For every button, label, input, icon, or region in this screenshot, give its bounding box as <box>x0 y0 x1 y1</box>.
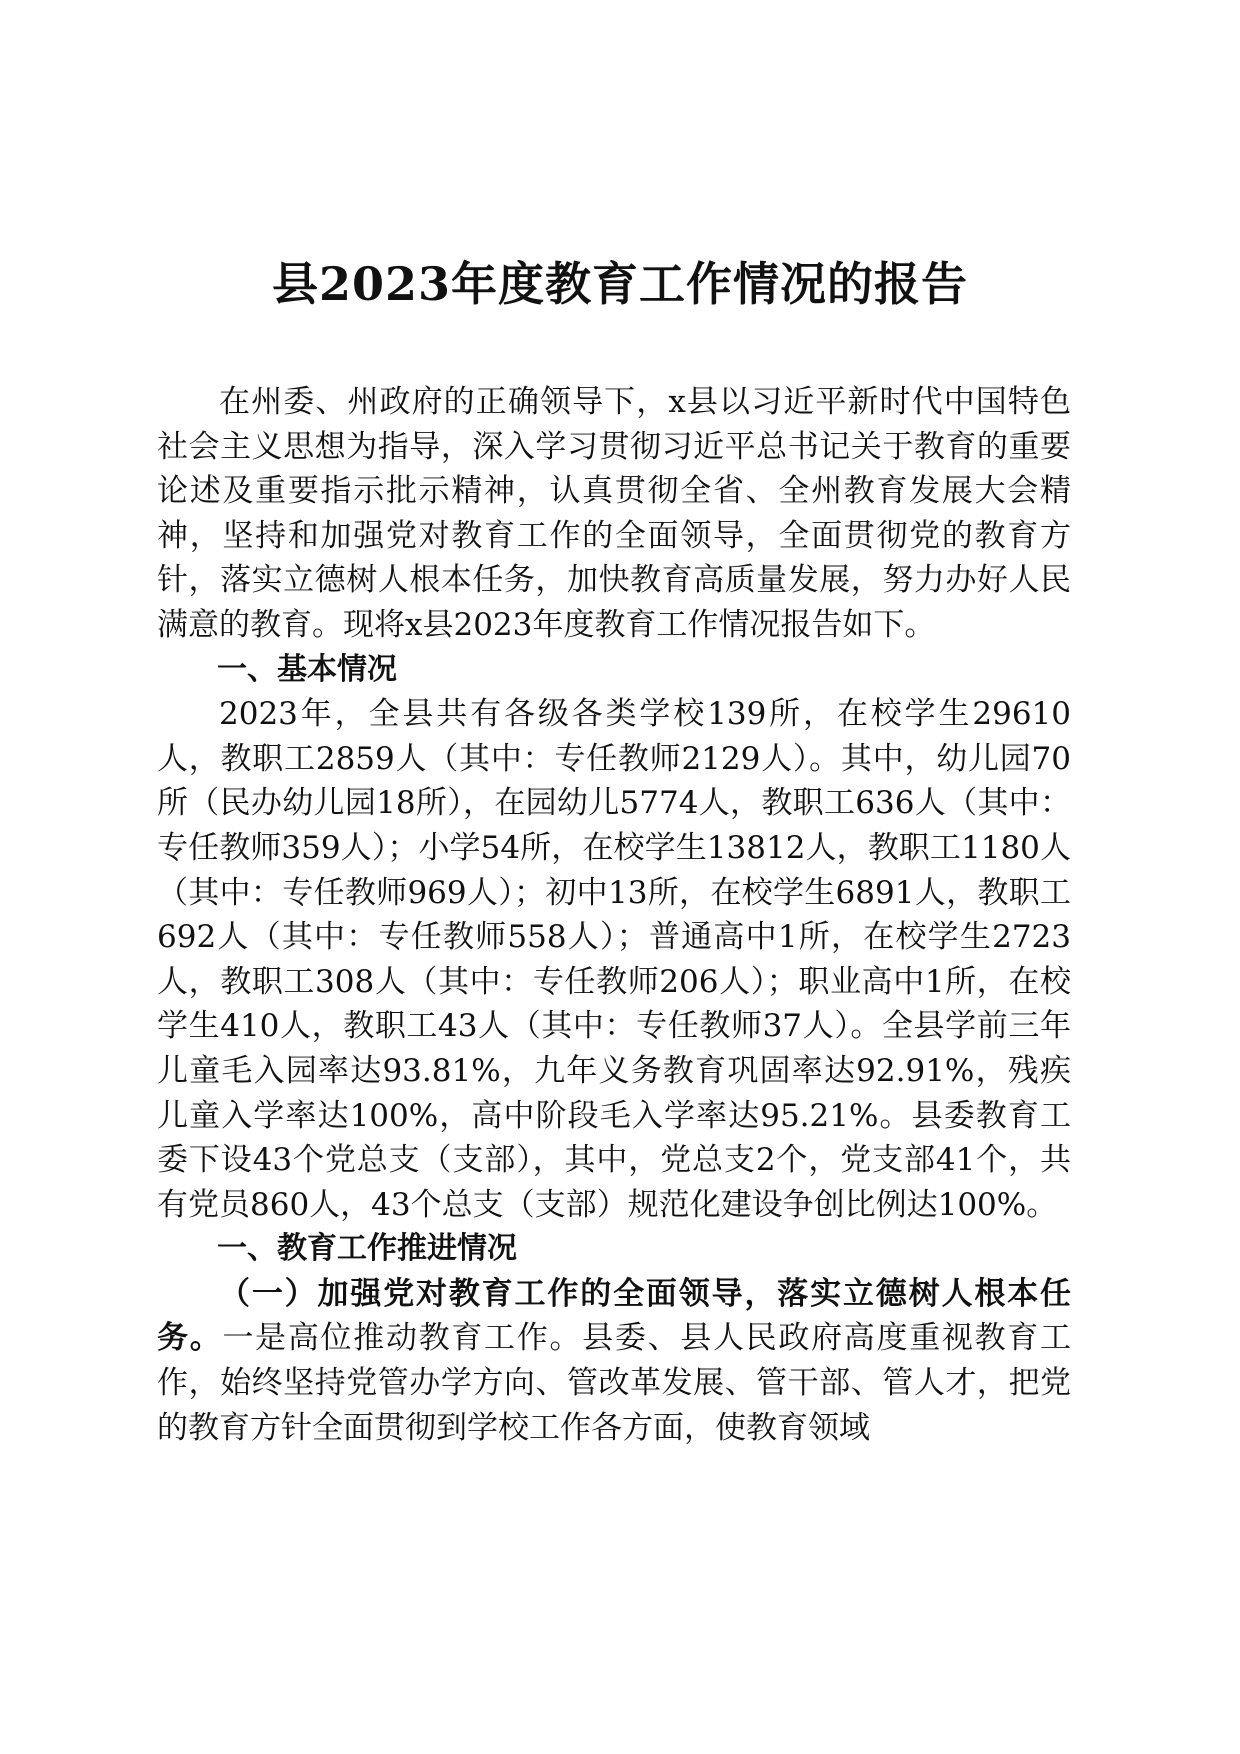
document-title: 县2023年度教育工作情况的报告 <box>271 257 969 311</box>
subsection-lead: （一）加强党对教育工作的全面领导，落实立德树人根本任务。 <box>157 1275 1071 1357</box>
section-heading-basic-info: 一、基本情况 <box>217 651 397 687</box>
intro-paragraph: 在州委、州政府的正确领导下，x县以习近平新时代中国特色社会主义思想为指导，深入学习贯彻习近平总书记关于教育的重要论述及重要指示批示精神，认真贯彻全省、全州教育发展大会精神，坚持和加强党对教育工作的全面领导，全面贯彻党的教育方针，落实立德树人根本任务，加快教育高质量发展，努力办好人民满意的教育。现将x县2023年度教育工作情况报告如下。 <box>157 384 1071 643</box>
subsection-text: 一是高位推动教育工作。县委、县人民政府高度重视教育工作，始终坚持党管办学方向、管改革发展、管干部、管人才，把党的教育方针全面贯彻到学校工作各方面，使教育领域 <box>157 1320 1072 1446</box>
document-body <box>157 380 1071 1450</box>
basic-info-paragraph: 2023年，全县共有各级各类学校139所，在校学生29610人，教职工2859人（其中：专任教师2129人）。其中，幼儿园70所（民办幼儿园18所），在园幼儿5774人，教职工636人（其中：专任教师359人）；小学54所，在校学生13812人，教职工1180人（其中：专任教师969人）；初中13所，在校学生6891人，教职工692人（其中：专任教师558人）；普通高中1所，在校学生2723人，教职工308人（其中：专任教师206人）；职业高中1所，在校学生410人，教职工43人（其中：专任教师37人）。全县学前三年儿童毛入园率达93.81%，九年义务教育巩固率达92.91%，残疾儿童入学率达100%，高中阶段毛入学率达95.21%。县委教育工委下设43个党总支（支部），其中，党总支2个，党支部41个，共有党员860人，43个总支（支部）规范化建设争创比例达100%。 <box>157 696 1071 1223</box>
progress-paragraph <box>157 1272 1071 1450</box>
section-heading-progress: 一、教育工作推进情况 <box>217 1231 517 1267</box>
